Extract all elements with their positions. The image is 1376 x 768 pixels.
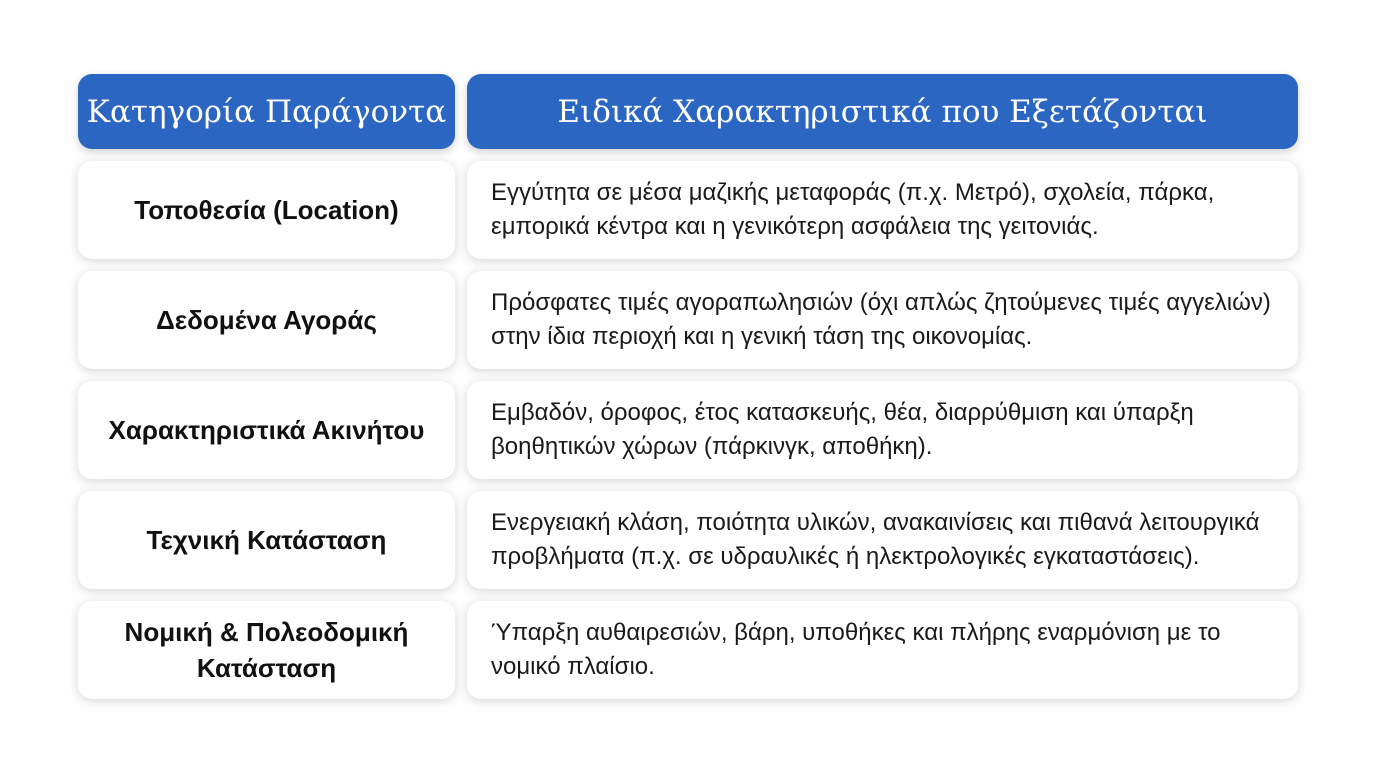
column-header-features: Ειδικά Χαρακτηριστικά που Εξετάζονται <box>467 74 1298 149</box>
category-cell: Χαρακτηριστικά Ακινήτου <box>78 381 455 479</box>
description-cell: Εμβαδόν, όροφος, έτος κατασκευής, θέα, διαρρύθμιση και ύπαρξη βοηθητικών χώρων (πάρκινγκ, αποθήκη). <box>467 381 1298 479</box>
description-cell: Πρόσφατες τιμές αγοραπωλησιών (όχι απλώς ζητούμενες τιμές αγγελιών) στην ίδια περιοχή και η γενική τάση της οικονομίας. <box>467 271 1298 369</box>
table-row <box>78 491 1298 589</box>
factors-table <box>78 74 1298 699</box>
category-cell: Δεδομένα Αγοράς <box>78 271 455 369</box>
table-row <box>78 161 1298 259</box>
category-cell: Νομική & Πολεοδομική Κατάσταση <box>78 601 455 699</box>
category-cell: Τοποθεσία (Location) <box>78 161 455 259</box>
table-row <box>78 271 1298 369</box>
table-row <box>78 601 1298 699</box>
description-cell: Ύπαρξη αυθαιρεσιών, βάρη, υποθήκες και πλήρης εναρμόνιση με το νομικό πλαίσιο. <box>467 601 1298 699</box>
description-cell: Εγγύτητα σε μέσα μαζικής μεταφοράς (π.χ. Μετρό), σχολεία, πάρκα, εμπορικά κέντρα και η γενικότερη ασφάλεια της γειτονιάς. <box>467 161 1298 259</box>
description-cell: Ενεργειακή κλάση, ποιότητα υλικών, ανακαινίσεις και πιθανά λειτουργικά προβλήματα (π.χ. σε υδραυλικές ή ηλεκτρολογικές εγκαταστάσεις). <box>467 491 1298 589</box>
table-header-row <box>78 74 1298 149</box>
category-cell: Τεχνική Κατάσταση <box>78 491 455 589</box>
column-header-category: Κατηγορία Παράγοντα <box>78 74 455 149</box>
table-row <box>78 381 1298 479</box>
